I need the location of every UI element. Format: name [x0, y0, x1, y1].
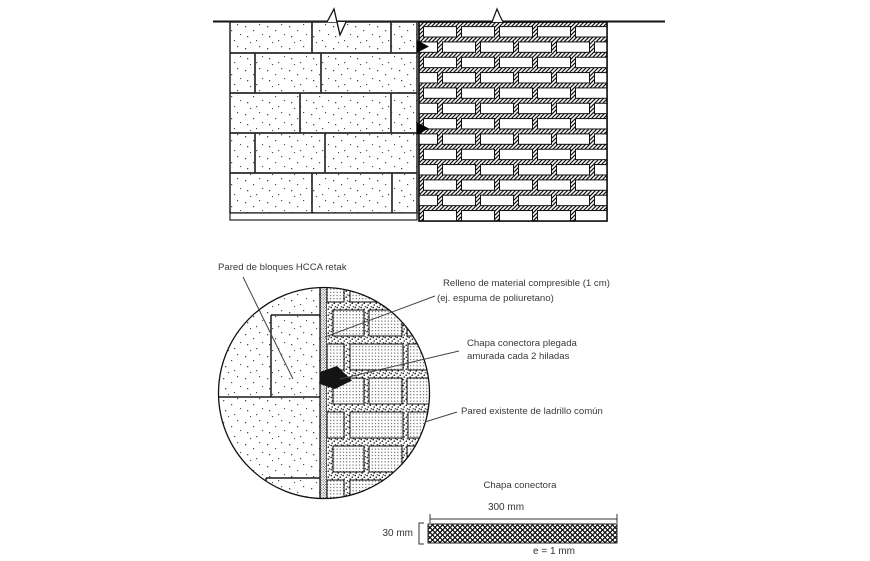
plate-thickness-text: e = 1 mm — [533, 546, 575, 557]
plate-height-bracket — [419, 523, 424, 544]
hcca-block-wall — [230, 22, 417, 220]
wall-elevation-view — [213, 9, 665, 221]
break-mark-brick-wall — [492, 9, 503, 22]
detail-brick-courses — [327, 287, 433, 499]
label-compressible-fill-line2: (ej. espuma de poliuretano) — [437, 293, 554, 304]
compressible-joint — [320, 287, 327, 500]
brick-wall — [405, 22, 628, 221]
detail-block-area — [218, 287, 320, 500]
plate-width-dim-text: 300 mm — [487, 502, 525, 513]
label-block-wall: Pared de bloques HCCA retak — [218, 262, 347, 273]
plate-title: Chapa conectora — [483, 480, 557, 491]
label-compressible-fill-line1: Relleno de material compresible (1 cm) — [443, 278, 610, 289]
label-existing-wall: Pared existente de ladrillo común — [461, 406, 603, 417]
plate-detail-view — [382, 480, 617, 557]
plate-height-dim-text: 30 mm — [382, 528, 413, 539]
detail-circle-view — [218, 287, 433, 500]
label-connector-plate-line2: amurada cada 2 hiladas — [467, 351, 570, 362]
leader-existing-wall — [425, 412, 457, 422]
connector-plate-section — [428, 524, 617, 543]
plate-width-dimension — [430, 514, 617, 523]
label-connector-plate-line1: Chapa conectora plegada — [467, 338, 577, 349]
block-wall-base-strip — [230, 213, 417, 220]
